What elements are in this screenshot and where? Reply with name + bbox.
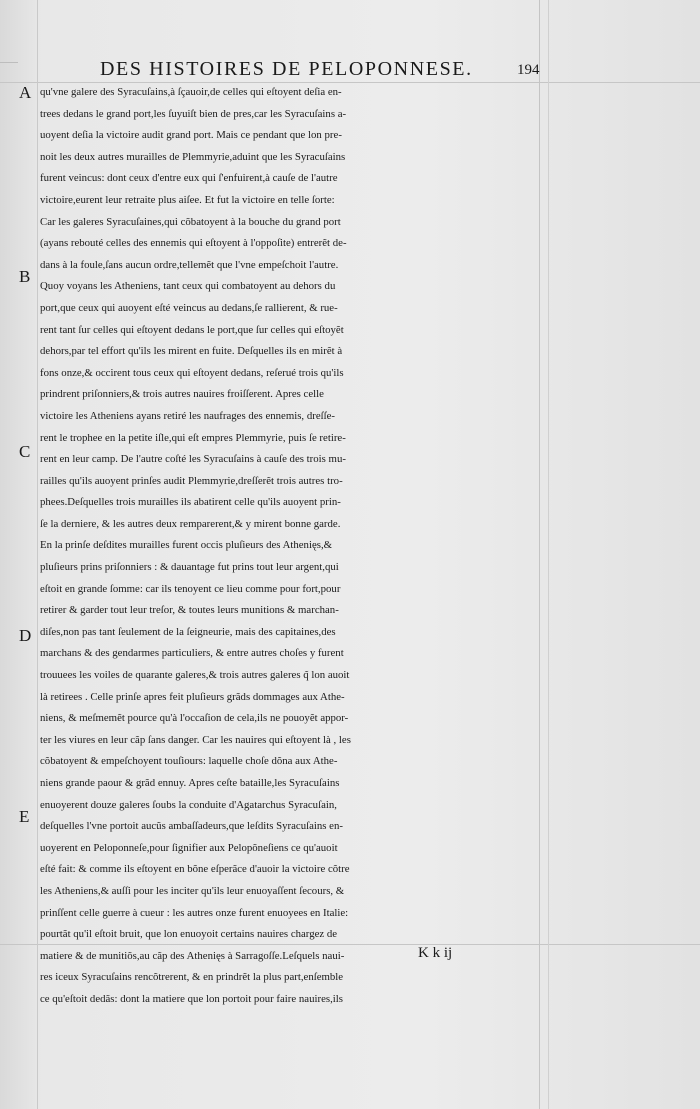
text-line: trees dedans le grand port,les ſuyuiſt bien de pres,car les Syracuſains a- xyxy=(40,107,347,120)
margin-letter-c: C xyxy=(19,442,31,461)
text-line: niens grande paour & grãd ennuy. Apres ceſte bataille,les Syracuſains xyxy=(40,777,340,789)
text-line: railles qu'ils auoyent prinſes audit Plemmyrie,dreſſerẽt trois autres tro- xyxy=(40,474,343,487)
text-line: dans à la foule,ſans aucun ordre,tellemẽt que l'vne empeſchoit l'autre. xyxy=(40,258,339,271)
text-line: cõbatoyent & empeſchoyent touſiours: laquelle choſe dõna aux Athe- xyxy=(40,755,338,768)
margin-letter-e: E xyxy=(19,807,30,826)
text-line: diſes,non pas tant ſeulement de la ſeigneurie, mais des capitaines,des xyxy=(40,625,336,638)
frame-rule-left xyxy=(37,0,38,1109)
text-line: marchans & des gendarmes particuliers, & entre autres choſes y furent xyxy=(40,647,344,660)
frame-rule xyxy=(0,62,18,63)
text-line: qu'vne galere des Syracuſains,à ſçauoir,de celles qui eſtoyent deſia en- xyxy=(40,86,342,98)
running-title: DES HISTOIRES DE PELOPONNESE. xyxy=(100,58,473,80)
text-line: rent en leur camp. De l'autre coſté les Syracuſains à cauſe des trois mu- xyxy=(40,453,346,466)
text-line: trouuees les voiles de quarante galeres,& trois autres galeres q̃ lon auoit xyxy=(40,669,350,682)
text-line: uoyent deſia la victoire audit grand port. Mais ce pendant que lon pre- xyxy=(40,129,342,142)
body-text xyxy=(40,82,540,1011)
text-line: port,que ceux qui auoyent eſté veincus au dedans,ſe rallierent, & rue- xyxy=(40,301,338,314)
text-line: dehors,par tel effort qu'ils les mirent en fuite. Deſquelles ils en mirẽt à xyxy=(40,345,343,358)
frame-rule-far-right xyxy=(548,0,549,1109)
text-line: (ayans rebouté celles des ennemis qui eſtoyent à l'oppoſite) entrerẽt de- xyxy=(40,237,347,250)
text-line: prinſſent celle guerre à cueur : les autres onze furent enuoyees en Italie: xyxy=(40,906,349,919)
text-line: furent veincus: dont ceux d'entre eux qui ſ'enfuirent,à cauſe de l'autre xyxy=(40,172,338,185)
margin-letter-d: D xyxy=(19,626,32,645)
margin-letter-a: A xyxy=(19,83,32,102)
text-line: victoire les Atheniens ayans retiré les naufrages des ennemis, dreſſe- xyxy=(40,409,336,422)
text-line: les Atheniens,& auſſi pour les inciter qu'ils leur enuoyaſſent ſecours, & xyxy=(40,884,345,897)
text-line: eſté fait: & comme ils eſtoyent en bõne eſperãce d'auoir la victoire cõtre xyxy=(40,863,350,876)
text-line: rent tant ſur celles qui eſtoyent dedans le port,que ſur celles qui eſtoyẽt xyxy=(40,323,344,336)
text-line: uoyerent en Peloponneſe,pour ſignifier aux Pelopõneſiens ce qu'auoit xyxy=(40,841,338,854)
text-line: ter les viures en leur cãp ſans danger. Car les nauires qui eſtoyent là , les xyxy=(40,733,351,746)
text-line: En la prinſe deſdites murailles furent occis pluſieurs des Athenięs,& xyxy=(40,539,333,552)
text-line: noit les deux autres murailles de Plemmyrie,aduint que les Syracuſains xyxy=(40,150,346,163)
text-line: deſquelles l'vne portoit aucũs ambaſſadeurs,que leſdits Syracuſains en- xyxy=(40,820,343,833)
margin-letter-b: B xyxy=(19,267,31,286)
text-line: fons onze,& occirent tous ceux qui eſtoyent dedans, reſerué trois qu'ils xyxy=(40,366,344,379)
text-line: pourtãt qu'il eſtoit bruit, que lon enuoyoit certains nauires chargez de xyxy=(40,928,338,941)
text-line: prindrent priſonniers,& trois autres nauires froiſſerent. Apres celle xyxy=(40,388,324,401)
text-line: ce qu'eſtoit dedãs: dont la matiere que lon portoit pour faire nauires,ils xyxy=(40,992,343,1005)
text-line: enuoyerent douze galeres ſoubs la conduite d'Agatarchus Syracuſain, xyxy=(40,798,337,811)
text-line: retirer & garder tout leur treſor, & toutes leurs munitions & marchan- xyxy=(40,604,339,617)
text-line: là retirees . Celle prinſe apres feit pluſieurs grãds dommages aux Athe- xyxy=(40,690,345,703)
signature-mark: K k ij xyxy=(418,945,453,961)
text-line: niens, & meſmemẽt pource qu'à l'occaſion de cela,ils ne pouoyẽt appor- xyxy=(40,712,349,725)
text-line: ſe la derniere, & les autres deux remparerent,& y mirent bonne garde. xyxy=(40,517,341,530)
text-line: pluſieurs prins priſonniers : & dauantage fut prins tout leur argent,qui xyxy=(40,561,339,574)
text-line: victoire,eurent leur retraite plus aiſee. Et fut la victoire en telle ſorte: xyxy=(40,193,335,206)
text-line: rent le trophee en la petite iſle,qui eſt empres Plemmyrie, puis ſe retire- xyxy=(40,431,346,444)
text-line: Quoy voyans les Atheniens, tant ceux qui combatoyent au dehors du xyxy=(40,280,336,293)
text-line: matiere & de munitiõs,au cãp des Athenięs à Sarragoſſe.Leſquels naui- xyxy=(40,949,345,962)
text-line: eſtoit en grande ſomme: car ils tenoyent ce lieu comme pour fort,pour xyxy=(40,582,341,595)
text-line: res iceux Syracuſains rencõtrerent, & en prindrẽt la plus part,enſemble xyxy=(40,971,344,984)
page-number: 194 xyxy=(517,62,540,78)
text-line: Car les galeres Syracuſaines,qui cõbatoyent à la bouche du grand port xyxy=(40,215,341,228)
text-line: phees.Deſquelles trois murailles ils abatirent celle qu'ils auoyent prin- xyxy=(40,496,341,509)
